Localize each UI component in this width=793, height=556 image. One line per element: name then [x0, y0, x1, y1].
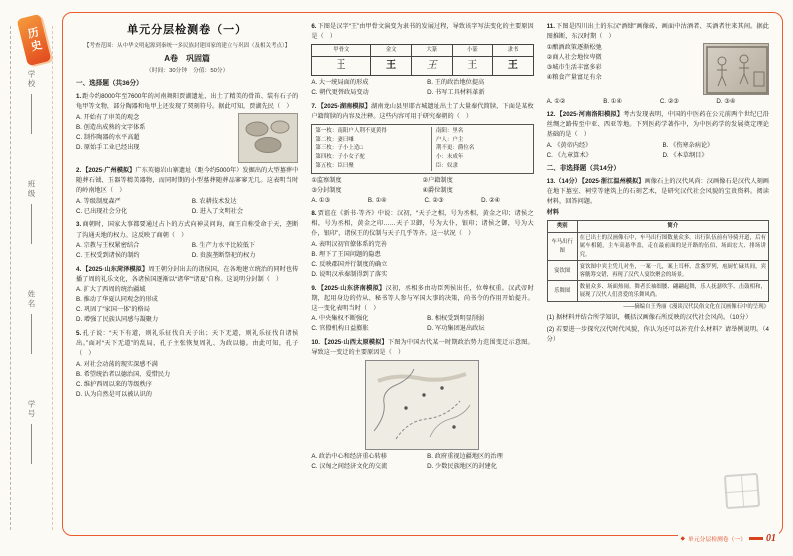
name-blank-line: [31, 314, 32, 354]
question-11-text: 下图是四川出土的东汉“酒肆”画像砖，画面中沽酒者、买酒者往来其间。据此图推断，东汉时期（ ）: [546, 23, 769, 41]
question-5-stem: [76, 329, 298, 359]
subject-badge-label: 历史: [25, 25, 43, 55]
option-d: D. 书写工具材料革新: [427, 89, 485, 97]
name-field: [26, 290, 37, 354]
option-b: B. 生产力水平比较低下: [191, 242, 256, 250]
option-b: B. 埋下了王国问题的隐患: [311, 251, 381, 259]
slip-line: 第五枚：臣曰聚: [315, 162, 354, 169]
question-2-text: 广东英德岩山寨遗址（距今约5000年）发掘出的大型墓葬中随葬石钺、玉器等精美器物，而同时期的小型墓葬随葬品寥寥无几。这表明当时的岭南地区（ ）: [76, 167, 299, 195]
option-c: C. 反映郡国并行制度的确立: [311, 261, 388, 269]
desc-cell: 在已出土的汉画像石中，车马出行图数量众多。出行队伍前有导骑开道，后有属车相随，主车高悬华盖，走在最前面的是开路的伍伯，场面宏大、排场讲究。: [577, 232, 768, 260]
question-12-number: 12.: [546, 111, 556, 119]
option-d: D. 说明汉承秦制得到了落实: [311, 271, 388, 279]
school-field: [26, 70, 37, 134]
subject-badge: [17, 14, 52, 66]
option-a: A. ①③: [311, 196, 330, 204]
col-header: 甲骨文: [312, 45, 371, 57]
question-12-stem: [547, 110, 769, 140]
option-a: A. 宗教与王权紧密结合: [76, 242, 140, 250]
question-7-items: [311, 176, 533, 196]
question-5: [76, 329, 298, 400]
category-cell: 宴饮图: [547, 261, 577, 281]
footer-label: 单元分层检测卷（一）: [688, 537, 746, 543]
question-12-source-tag: 【2025·河南洛阳模拟】: [556, 111, 624, 119]
page-content: [76, 22, 769, 522]
question-12-text: 考古发现表明，中国的中医药在公元前两个世纪已沿丝绸之路传至中亚、西亚等地。下列医药学著作中，为中医药学的发展奠定理论基础的是（ ）: [546, 111, 769, 139]
school-label: 学校: [27, 70, 36, 89]
option-a: A. 等级制度森严: [76, 197, 121, 205]
option-c: C. 巩固了“家国一体”的格局: [76, 306, 150, 314]
material-table-header-row: [547, 220, 768, 232]
page-number: 01: [766, 533, 776, 544]
question-10-stem: [311, 338, 533, 358]
question-11-options: [547, 97, 769, 107]
option-d: D. 原始手工业已经出现: [76, 143, 140, 151]
question-10-options: [311, 452, 533, 472]
question-10-text: 下图为中国古代某一时期政治势力范围变迁示意图。导致这一变迁的主要原因是（ ）: [311, 338, 534, 356]
question-13: [547, 177, 769, 345]
artifact-photo-art: [239, 114, 297, 158]
option-d: D. 增强了民族认同感与凝聚力: [76, 316, 159, 324]
question-11-stem: [547, 22, 769, 42]
name-label: 姓名: [27, 290, 36, 309]
question-6-text: 下图是汉字“王”由甲骨文演变为隶书的发展过程，导致该字写法变化的主要原因是（ ）: [311, 23, 534, 41]
option-b: B. 政府重视边疆地区的治理: [427, 453, 503, 461]
option-a: A. 政治中心和经济重心转移: [311, 453, 387, 461]
option-a: A. 大一统局面的形成: [311, 79, 369, 87]
student-id-blank-line: [31, 424, 32, 464]
item-1: ①监察制度: [311, 176, 342, 184]
option-c: C. 维护西周以来的等级秩序: [76, 380, 152, 388]
question-7-source-tag: 【2025·湖南模拟】: [317, 102, 372, 110]
option-a: A. 扩大了西周的统治疆域: [76, 286, 146, 294]
question-6-options: [311, 78, 533, 98]
option-d: D. 认为自然是可以被认识的: [76, 390, 152, 398]
material-row: [547, 281, 768, 301]
item-1: ①酿酒政策逐渐松弛: [546, 43, 602, 51]
binding-dashed-line-inner: [52, 26, 53, 530]
option-b: B. ①④: [603, 97, 622, 105]
question-8-options: [311, 240, 533, 280]
slip-line: 第一枚：南阳户人荆不更黄得: [315, 127, 387, 134]
class-field: [26, 180, 37, 244]
student-id-label: 学号: [27, 400, 36, 419]
page-title: 单元分层检测卷（一）: [127, 24, 248, 36]
question-11-number: 11.: [546, 23, 555, 30]
option-d: D. ②④: [481, 196, 501, 204]
question-8-text: 贾谊在《新书·等齐》中说：汉初，“天子之相，号为丞相，黄金之印；诸侯之相，号为丞相，黄金之印……天子卫御，号为大仆，银印；诸侯之御，号为大仆，银印”，诸侯王的仪制与天子几乎等齐。这一状况（ ）: [311, 210, 534, 238]
question-6-number: 6.: [311, 23, 317, 30]
col-header-category: 类别: [547, 220, 577, 232]
section-a-title: A卷 巩固篇: [164, 54, 211, 64]
item-4: ④爵位制度: [422, 186, 453, 194]
question-2-number: 2.: [76, 167, 82, 175]
note-line: 臣：奴隶: [435, 162, 458, 169]
slip-line: 第四枚：子小女子驼: [315, 154, 365, 161]
question-4-options: [76, 285, 298, 325]
item-3: ③城市生活丰富多彩: [546, 63, 602, 71]
note-line: 荆不更：爵位名: [435, 145, 475, 152]
question-3: [76, 220, 298, 261]
question-9: [311, 284, 533, 335]
question-4: [76, 265, 298, 326]
glyph-cell: 王: [493, 56, 534, 75]
option-c: C. ②③: [659, 97, 679, 105]
glyph-cell: 王: [371, 56, 412, 75]
sub-question-1: (1) 据材料并结合所学知识，概括汉画像石所反映的汉代社会风尚。（10分）: [546, 314, 752, 322]
glyph-cell: 王: [312, 56, 371, 75]
option-b: B. 推动了华夏认同观念的形成: [76, 296, 158, 304]
col-header-intro: 简介: [577, 220, 768, 232]
binding-dashed-line-outer: [10, 26, 11, 530]
page-footer: [678, 533, 779, 544]
item-3: ③分封制度: [311, 186, 342, 194]
question-1-text: 距今约8000年至7600年的河南舞阳贾湖遗址，出土了精美的骨笛、装有石子的龟甲等文物，部分陶器和龟甲上还发现了契刻符号。据此可知，贾湖先民（ ）: [76, 93, 299, 111]
option-b: B. 农耕技术发达: [191, 197, 237, 205]
option-b: B. 《伤寒杂病论》: [662, 141, 714, 149]
desc-cell: 宴饮图中宾主凭几对坐，一案一几，案上耳杯、盘盏罗列，庖厨忙碌其间，宾客觥筹交错，再现了汉代人宴饮聚会的场景。: [577, 261, 768, 281]
option-b: B. 相权受到明显削弱: [427, 315, 485, 323]
note-line: 南阳：里名: [435, 127, 464, 134]
col-header: 金文: [371, 45, 412, 57]
part2-title: 二、非选择题（共14分）: [546, 165, 620, 173]
part1-title: 一、选择题（共36分）: [76, 80, 143, 88]
option-b: B. 希望统治者以德治国、爱惜民力: [76, 370, 171, 378]
question-13-source-tag: 【2025·浙江温州模拟】: [581, 178, 645, 186]
slip-line: 第三枚：子小上造□: [315, 145, 363, 152]
note-line: 户人：户主: [435, 136, 464, 143]
material-row: [547, 232, 768, 260]
option-d: D. 少数民族地区的封建化: [427, 463, 497, 471]
question-5-text: 孔子说：“天下有道，则礼乐征伐自天子出；天下无道，则礼乐征伐自诸侯出。”面对“天下无道”的乱局，孔子主张恢复周礼、为政以德。由此可知，孔子（ ）: [76, 329, 299, 358]
character-evolution-table: [311, 44, 533, 76]
question-5-number: 5.: [76, 329, 82, 337]
option-c: C. 汉匈之间经济文化的交流: [311, 463, 388, 471]
relief-brick-image: [703, 43, 769, 95]
question-10-source-tag: 【2025·山西太原模拟】: [320, 338, 388, 346]
question-11: [547, 22, 769, 107]
col-header: 大篆: [411, 45, 452, 57]
question-3-options: [76, 241, 298, 261]
question-1: [76, 92, 298, 163]
question-9-text: 汉初，丞相多由功臣列侯出任，位尊权重。汉武帝时期，起用身边的侍从、秘书等人参与军国大事的决策，尚书令的作用开始提升。这一变化表明当时（ ）: [311, 284, 534, 312]
question-8-number: 8.: [311, 210, 317, 218]
slip-line: 第二枚：妻曰嗛: [315, 136, 354, 143]
class-blank-line: [31, 204, 32, 244]
question-7-number: 7.: [311, 102, 317, 110]
question-9-options: [311, 314, 533, 334]
column-1: [76, 22, 298, 522]
question-7: [311, 102, 533, 206]
artifact-photo: [238, 113, 298, 163]
option-c: C. ②③: [424, 196, 444, 204]
question-4-source-tag: 【2025·山东菏泽模拟】: [82, 265, 149, 273]
option-c: C. 已出现社会分化: [76, 207, 128, 215]
option-c: C. 朝代更替政局变动: [311, 89, 369, 97]
question-2-source-tag: 【2025·广州模拟】: [82, 167, 136, 175]
question-7-options: [311, 196, 533, 206]
question-1-options: [76, 113, 234, 153]
option-c: C. 官僚机构日益膨胀: [311, 325, 369, 333]
option-d: D. 军功集团退出政坛: [427, 325, 485, 333]
question-9-number: 9.: [311, 284, 317, 292]
sub-question-2: (2) 若要进一步探究汉代时代风貌，你认为还可以补充什么材料？请举例说明。（4分）: [546, 326, 769, 344]
question-13-stem: [547, 177, 769, 207]
map-image: [365, 360, 479, 450]
question-2-options: [76, 197, 298, 217]
question-8: [311, 209, 533, 280]
publisher-seal-stamp: [724, 473, 760, 509]
column-2: [311, 22, 533, 522]
question-1-body: [76, 113, 298, 163]
material-label: 材料: [546, 209, 560, 217]
item-4: ④粮食产量富足有余: [546, 73, 602, 81]
option-a: A. 《黄帝内经》: [546, 141, 592, 149]
option-a: A. 中央集权不断强化: [311, 315, 369, 323]
question-13-number: 13.（14分）: [546, 178, 581, 186]
glyph-cell: 王: [452, 56, 493, 75]
column-3: [547, 22, 769, 522]
question-3-text: 商朝时，国家大事都要通过占卜的方式向神灵问询，商王自称受命于天，垄断了沟通天地的权力。这反映了商朝（ ）: [76, 221, 299, 239]
slip-notes: [432, 127, 530, 171]
bamboo-slip-box: [311, 124, 533, 174]
question-10-number: 10.: [311, 338, 320, 346]
time-score-line: （时间：30分钟 分值：50分）: [145, 68, 229, 75]
question-3-stem: [76, 220, 298, 240]
question-12-options: [547, 141, 769, 161]
school-blank-line: [31, 94, 32, 134]
question-3-number: 3.: [76, 221, 82, 229]
question-6-stem: [311, 22, 533, 42]
option-d: D. 贵族垄断祭祀的权力: [191, 252, 256, 260]
footer-bar: [749, 537, 763, 540]
option-a: A. 开始有了审美的观念: [76, 113, 140, 121]
question-9-source-tag: 【2025·山东济南模拟】: [317, 284, 386, 292]
question-7-text: 湖南龙山县里耶古城遗址出土了大量秦代简牍，下面是某枚户籍简牍的内容及注释。这些内容可用于研究秦朝的（ ）: [311, 102, 534, 120]
option-b: B. 创造出成熟的文字体系: [76, 123, 146, 131]
relief-brick-art: [704, 44, 770, 96]
question-9-stem: [311, 284, 533, 314]
option-b: B. 王的政治地位提高: [427, 79, 485, 87]
question-4-text: 周王朝分封出去的诸侯国，在各地建立统治的同时也传播了周的礼乐文化，各诸侯国逐渐以“诸华”“诸夏”自称。这说明分封制（ ）: [76, 265, 299, 283]
option-a: A. 表明汉初官僚体系的完善: [311, 240, 387, 248]
question-2: [76, 166, 298, 217]
material-table: [547, 220, 769, 302]
option-a: A. ①②: [546, 97, 566, 105]
desc-cell: 数量众多、场面热闹。舞者长袖细腰、翩翩起舞，乐人抚瑟吹竽、击鼓相和，展现了汉代人们喜爱的乐舞风尚。: [577, 281, 768, 301]
glyph-cell: 王: [411, 56, 452, 75]
question-12: [547, 110, 769, 161]
col-header: 小篆: [452, 45, 493, 57]
option-a: A. 对社会动荡的现实深感不满: [76, 360, 158, 368]
material-row: [547, 261, 768, 281]
question-13-text: 画像石上的汉代风尚：汉画像石是汉代人刻画在地下墓室、祠堂等建筑上的石刻艺术，是研究汉代社会风貌的宝贵资料。阅读材料，回答问题。: [546, 178, 769, 206]
question-4-number: 4.: [76, 265, 82, 273]
option-c: C. 《九章算术》: [546, 151, 592, 159]
material-source: ——摘编自王秀丽《漫谈汉代民俗文化在汉画像石中的呈现》: [623, 303, 769, 310]
col-header: 隶书: [493, 45, 534, 57]
note-line: 小：未成年: [435, 154, 464, 161]
question-7-stem: [311, 102, 533, 122]
question-11-body: [547, 43, 769, 83]
question-1-stem: [76, 92, 298, 112]
option-c: C. 王权受到诸侯的制约: [76, 252, 140, 260]
student-id-field: [26, 400, 37, 464]
question-10: [311, 338, 533, 472]
question-5-options: [76, 360, 298, 400]
option-b: B. ①④: [367, 196, 387, 204]
slip-lines: [315, 127, 432, 171]
item-2: ②商人社会地位卑微: [546, 53, 602, 61]
category-cell: 车马出行图: [547, 232, 577, 260]
option-d: D. 《本草纲目》: [662, 151, 708, 159]
option-c: C. 制作陶器的水平高超: [76, 133, 140, 141]
question-6: [311, 22, 533, 98]
exam-scope: 【考查范围：从中华文明起源到秦统一多民族封建国家的建立与巩固（及相关考点）】: [84, 42, 291, 49]
question-2-stem: [76, 166, 298, 196]
option-d: D. 进入了文明社会: [191, 207, 244, 215]
option-d: D. ③④: [716, 97, 736, 105]
item-2: ②户籍制度: [422, 176, 453, 184]
question-8-stem: [311, 209, 533, 239]
map-art: [366, 361, 478, 445]
category-cell: 乐舞图: [547, 281, 577, 301]
question-4-stem: [76, 265, 298, 285]
class-label: 班级: [27, 180, 36, 199]
question-1-number: 1.: [76, 93, 82, 101]
footer-diamond-icon: ◆: [680, 535, 686, 542]
